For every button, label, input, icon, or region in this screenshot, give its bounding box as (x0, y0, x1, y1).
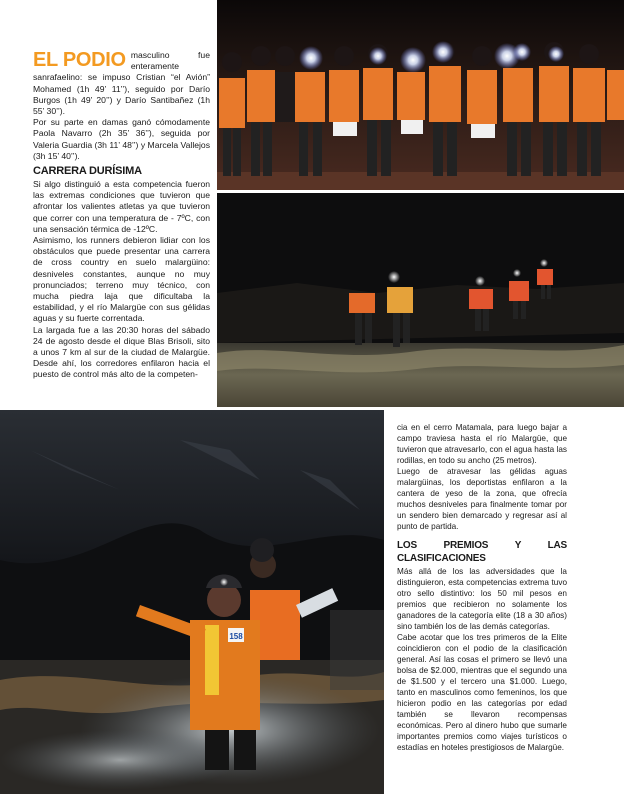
kicker-title: EL PODIO (33, 49, 126, 71)
paragraph-podio-damas: Por su parte en damas ganó cómodamente Paola Navarro (2h 35’ 36’’), seguida por Valeria Guardia (3h 11’ 48’’) y Marcela Vallejos (3h 15’ 40’’). (33, 117, 210, 161)
river-crossing-scene (0, 410, 384, 794)
paragraph-obstaculos: Asimismo, los runners debieron lidiar con los obstáculos que puede presentar una carrera de cross country en suelo malargüino: desniveles constantes, aunque no muy pronunciados; terreno muy técnico, con mucha piedra laja que dificultaba la estabilidad, y el río Malargüe con sus gélidas aguas y su fuerte correntada. (33, 235, 210, 324)
paragraph-premios: Más allá de los las adversidades que la distinguieron, esta competencias extrema tuvo otro sello distintivo: los 50 mil pesos en premios que recibieron no solamente los ganadores de la categoría elite (18 a 30 años) sino también los de las demás categorías. (397, 567, 567, 631)
bib-number: 158 (229, 632, 243, 641)
paragraph-podio-masculino: masculino fue enteramente sanrafaelino: se impuso Cristian “el Avión” Mohamed (1h 49’ 11’’), seguido por Darío Burgos (1h 49’ 20’’) y Darío Santibañez (1h 55’ 30’’). (33, 50, 210, 117)
photo-river-crossing (0, 410, 384, 794)
river-runners-scene (217, 193, 624, 407)
photo-river-runners (217, 193, 624, 407)
paragraph-cantera: Luego de atravesar las gélidas aguas malargüinas, los deportistas enfilaron a la cantera de yeso de la zona, que ofrecía muchos desniveles para finalmente tomar por un sendero bien demarcado y regresar así al punto de partida. (397, 467, 567, 531)
paragraph-condiciones: Si algo distinguió a esta competencia fueron las extremas condiciones que tuvieron que afrontar los valientes atletas ya que tuvieron que correr con una temperatura de - 7ºC, con una sensación térmica de -12ºC. (33, 179, 210, 234)
paragraph-largada: La largada fue a las 20:30 horas del sábado 24 de agosto desde el dique Blas Brisoli, sito a unos 7 km al sur de la ciudad de Malargüe. Desde ahí, los corredores enfilaron hacia el puesto de control más alto de la competen- (33, 324, 210, 380)
paragraph-cerro-matamala: cia en el cerro Matamala, para luego bajar a campo traviesa hasta el río Malargüe, que tuvieron que atravesarlo, con el agua hasta las rodillas, en todo su ancho (25 metros). (397, 423, 567, 465)
text-column-right (397, 422, 567, 753)
section-heading-premios: LOS PREMIOS Y LAS CLASIFICACIONES (397, 540, 567, 564)
photo-start-line (217, 0, 624, 190)
section-heading-carrera: CARRERA DURÍSIMA (33, 165, 142, 178)
start-line-scene (217, 0, 624, 190)
text-column-left (33, 50, 210, 381)
paragraph-elite: Cabe acotar que los tres primeros de la Elite coincidieron con el podio de la clasificación general. Así las cosas el primero se llevó una bolsa de $2.000, mientras que el segundo una de $1.500 y el tercero una $1.000. Luego, tanto en masculinos como femeninos, los que hicieron podio en las categorías por edad también se llevaron recompensas económicas. Pero al dinero hubo que sumarle importantes premios como viajes turísticos o estadías en hoteles prestigiosos de Malargüe. (397, 633, 567, 752)
